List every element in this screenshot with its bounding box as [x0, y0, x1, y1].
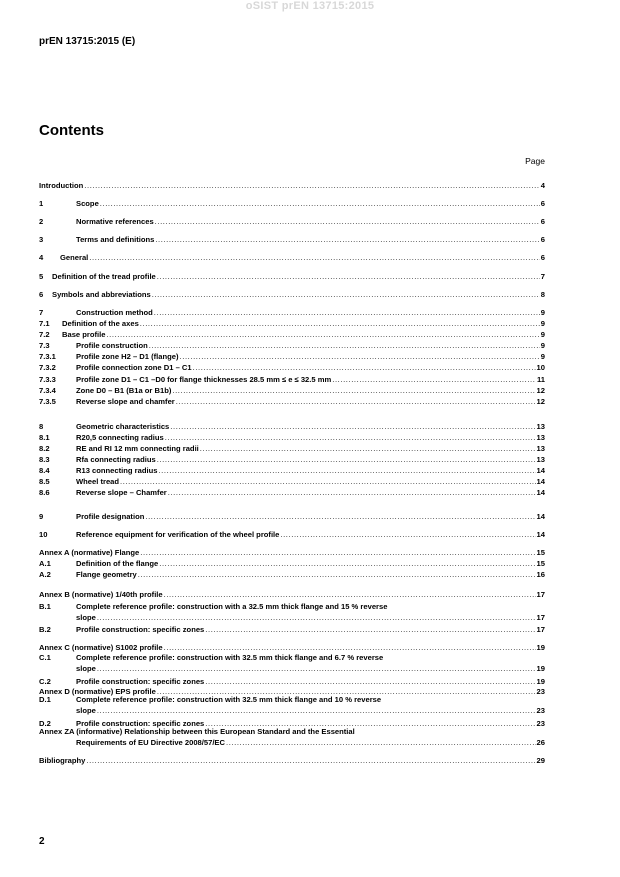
- toc-leader-dots: [97, 706, 536, 716]
- toc-entry-page: 9: [540, 308, 545, 317]
- toc-entry-page: 23: [536, 687, 545, 696]
- toc-entry-label: Base profile: [62, 330, 106, 339]
- page-number: 2: [39, 836, 45, 847]
- toc-entry[interactable]: [39, 512, 545, 522]
- toc-leader-dots: [154, 308, 540, 318]
- toc-entry-page: 16: [536, 570, 545, 579]
- toc-entry-label: R13 connecting radius: [76, 466, 158, 475]
- toc-entry-label: Terms and definitions: [76, 235, 155, 244]
- toc-entry-label-line1: Complete reference profile: construction with 32.5 mm thick flange and 10 % reverse: [76, 695, 382, 704]
- toc-entry[interactable]: [76, 613, 545, 623]
- toc-entry[interactable]: [76, 706, 545, 716]
- toc-leader-dots: [100, 199, 540, 209]
- toc-entry-label: Annex D (normative) EPS profile: [39, 687, 156, 696]
- toc-entry-page: 14: [536, 466, 545, 475]
- toc-leader-dots: [172, 386, 535, 396]
- toc-leader-dots: [205, 677, 535, 687]
- toc-entry-number: 9: [39, 512, 44, 521]
- toc-entry-number: 4: [39, 253, 44, 262]
- toc-leader-dots: [226, 738, 536, 748]
- toc-entry-number: 8.5: [39, 477, 50, 486]
- toc-entry[interactable]: [39, 199, 545, 209]
- toc-entry-label: Introduction: [39, 181, 84, 190]
- toc-entry-page: 9: [540, 330, 545, 339]
- toc-entry-number: 7.1: [39, 319, 50, 328]
- toc-leader-dots: [205, 625, 535, 635]
- toc-entry-number: 8.4: [39, 466, 50, 475]
- toc-entry-number: 5: [39, 272, 44, 281]
- toc-entry-page: 12: [536, 386, 545, 395]
- toc-leader-dots: [97, 613, 536, 623]
- toc-entry-page: 6: [540, 253, 545, 262]
- toc-leader-dots: [200, 444, 536, 454]
- toc-entry-label: Normative references: [76, 217, 154, 226]
- toc-leader-dots: [164, 590, 536, 600]
- toc-entry[interactable]: [39, 548, 545, 558]
- toc-entry-number: A.2: [39, 570, 51, 579]
- toc-entry[interactable]: [39, 477, 545, 487]
- toc-entry-number: 1: [39, 199, 44, 208]
- toc-entry[interactable]: [39, 590, 545, 600]
- toc-entry[interactable]: [39, 341, 545, 351]
- toc-entry-page: 12: [536, 397, 545, 406]
- toc-entry-label: Definition of the tread profile: [52, 272, 156, 281]
- toc-entry-page: 17: [536, 625, 545, 634]
- toc-entry-number: A.1: [39, 559, 51, 568]
- toc-entry-number: C.1: [39, 653, 51, 662]
- toc-leader-dots: [84, 181, 539, 191]
- toc-entry-number: 10: [39, 530, 48, 539]
- toc-leader-dots: [152, 290, 540, 300]
- toc-entry-number: 7.3.5: [39, 397, 56, 406]
- toc-entry-label: Profile construction: [76, 341, 148, 350]
- toc-leader-dots: [332, 375, 536, 385]
- toc-entry-number: D.2: [39, 719, 51, 728]
- toc-entry[interactable]: [76, 738, 545, 748]
- toc-leader-dots: [180, 352, 540, 362]
- toc-entry[interactable]: [39, 444, 545, 454]
- toc-entry-number: 7.3.4: [39, 386, 56, 395]
- toc-entry-page: 11: [536, 375, 545, 384]
- toc-leader-dots: [149, 341, 540, 351]
- toc-leader-dots: [86, 756, 535, 766]
- toc-entry[interactable]: [39, 319, 545, 329]
- toc-entry[interactable]: [39, 677, 545, 687]
- toc-entry-number: 7.2: [39, 330, 50, 339]
- toc-entry-page: 17: [536, 590, 545, 599]
- toc-leader-dots: [280, 530, 535, 540]
- toc-entry[interactable]: [39, 375, 545, 385]
- toc-entry-label: General: [60, 253, 89, 262]
- toc-entry-label: Profile construction: specific zones: [76, 625, 205, 634]
- toc-leader-dots: [106, 330, 539, 340]
- toc-entry-label: Symbols and abbreviations: [52, 290, 151, 299]
- toc-entry-label-line1: Complete reference profile: construction with a 32.5 mm thick flange and 15 % reverse: [76, 602, 388, 611]
- toc-entry[interactable]: [39, 330, 545, 340]
- document-header: prEN 13715:2015 (E): [39, 36, 136, 47]
- toc-leader-dots: [155, 235, 539, 245]
- toc-leader-dots: [170, 422, 535, 432]
- toc-entry-number: 3: [39, 235, 44, 244]
- toc-entry[interactable]: [39, 756, 545, 766]
- toc-entry[interactable]: [39, 397, 545, 407]
- toc-entry-label: Zone D0 – B1 (B1a or B1b): [76, 386, 172, 395]
- toc-entry-label-line2: slope: [76, 706, 96, 715]
- toc-entry-page: 15: [536, 559, 545, 568]
- toc-entry-page: 13: [536, 422, 545, 431]
- toc-entry-page: 14: [536, 477, 545, 486]
- toc-entry-label-line2: slope: [76, 664, 96, 673]
- toc-entry-label: Definition of the axes: [62, 319, 139, 328]
- toc-leader-dots: [140, 319, 540, 329]
- toc-leader-dots: [120, 477, 536, 487]
- toc-entry-label: Profile construction: specific zones: [76, 719, 205, 728]
- toc-entry[interactable]: [76, 664, 545, 674]
- toc-entry[interactable]: [39, 530, 545, 540]
- toc-entry[interactable]: [39, 290, 545, 300]
- toc-entry-page: 23: [536, 706, 545, 715]
- toc-leader-dots: [164, 643, 536, 653]
- page-title: Contents: [39, 122, 104, 139]
- toc-entry[interactable]: [39, 308, 545, 318]
- toc-entry-page: 10: [536, 363, 545, 372]
- toc-entry-number: 7: [39, 308, 44, 317]
- toc-leader-dots: [159, 559, 535, 569]
- toc-entry-number: 8.1: [39, 433, 50, 442]
- toc-entry[interactable]: [39, 272, 545, 282]
- toc-leader-dots: [140, 548, 535, 558]
- toc-leader-dots: [97, 664, 536, 674]
- toc-entry-page: 8: [540, 290, 545, 299]
- toc-entry[interactable]: [39, 181, 545, 191]
- toc-entry-page: 26: [536, 738, 545, 747]
- toc-entry-label-line2: slope: [76, 613, 96, 622]
- toc-entry-number: 8: [39, 422, 44, 431]
- toc-entry-number: 8.2: [39, 444, 50, 453]
- toc-entry-label: Profile connection zone D1 – C1: [76, 363, 192, 372]
- toc-entry[interactable]: [39, 455, 545, 465]
- toc-entry-number: 7.3.1: [39, 352, 56, 361]
- toc-entry[interactable]: [39, 488, 545, 498]
- toc-entry-number: B.2: [39, 625, 51, 634]
- toc-entry-page: 6: [540, 199, 545, 208]
- toc-leader-dots: [165, 433, 536, 443]
- toc-entry[interactable]: [39, 386, 545, 396]
- toc-entry-label: Profile zone D1 – C1 –D0 for flange thicknesses 28.5 mm ≤ e ≤ 32.5 mm: [76, 375, 332, 384]
- toc-entry[interactable]: [39, 253, 545, 263]
- toc-leader-dots: [145, 512, 535, 522]
- toc-entry-page: 19: [536, 664, 545, 673]
- toc-entry-page: 4: [540, 181, 545, 190]
- toc-entry-page: 13: [536, 455, 545, 464]
- toc-entry-label: Rfa connecting radius: [76, 455, 156, 464]
- toc-entry-number: 8.3: [39, 455, 50, 464]
- toc-entry-label: RE and RI 12 mm connecting radii: [76, 444, 199, 453]
- toc-entry-label-line2: Requirements of EU Directive 2008/57/EC: [76, 738, 225, 747]
- toc-entry-page: 15: [536, 548, 545, 557]
- toc-entry-page: 14: [536, 530, 545, 539]
- toc-entry-page: 17: [536, 613, 545, 622]
- toc-entry-number: 2: [39, 217, 44, 226]
- toc-entry-number: 7.3.2: [39, 363, 56, 372]
- toc-entry-page: 7: [540, 272, 545, 281]
- toc-entry[interactable]: [39, 570, 545, 580]
- toc-entry-label-line1: Complete reference profile: construction with 32.5 mm thick flange and 6.7 % reverse: [76, 653, 384, 662]
- toc-entry[interactable]: [39, 422, 545, 432]
- toc-leader-dots: [176, 397, 536, 407]
- toc-entry-label: Wheel tread: [76, 477, 120, 486]
- toc-entry[interactable]: [39, 643, 545, 653]
- toc-entry-label: Construction method: [76, 308, 153, 317]
- toc-entry-number: 7.3: [39, 341, 50, 350]
- toc-entry-number: 6: [39, 290, 44, 299]
- toc-entry[interactable]: [39, 363, 545, 373]
- toc-entry-number: B.1: [39, 602, 51, 611]
- toc-entry-page: 9: [540, 352, 545, 361]
- toc-entry[interactable]: [39, 433, 545, 443]
- toc-entry-page: 6: [540, 235, 545, 244]
- toc-entry-page: 9: [540, 319, 545, 328]
- toc-entry-label: Annex B (normative) 1/40th profile: [39, 590, 163, 599]
- toc-entry[interactable]: [39, 352, 545, 362]
- toc-leader-dots: [155, 217, 540, 227]
- watermark: oSIST prEN 13715:2015: [245, 0, 375, 12]
- toc-entry[interactable]: [39, 625, 545, 635]
- toc-entry-page: 19: [536, 677, 545, 686]
- toc-entry-number: 8.6: [39, 488, 50, 497]
- toc-entry-label: Reverse slope – Chamfer: [76, 488, 167, 497]
- toc-entry[interactable]: [39, 235, 545, 245]
- toc-entry-label: Profile zone H2 – D1 (flange): [76, 352, 179, 361]
- toc-entry-label: Reverse slope and chamfer: [76, 397, 175, 406]
- toc-entry-label: Flange geometry: [76, 570, 137, 579]
- toc-entry-label: Profile designation: [76, 512, 145, 521]
- toc-entry-page: 13: [536, 444, 545, 453]
- toc-entry-number: C.2: [39, 677, 51, 686]
- toc-entry-page: 13: [536, 433, 545, 442]
- toc-entry[interactable]: [39, 217, 545, 227]
- toc-entry-label: Scope: [76, 199, 99, 208]
- toc-entry-page: 6: [540, 217, 545, 226]
- toc-entry-number: 7.3.3: [39, 375, 56, 384]
- toc-entry-label: Bibliography: [39, 756, 86, 765]
- toc-leader-dots: [157, 455, 536, 465]
- toc-leader-dots: [138, 570, 536, 580]
- toc-leader-dots: [158, 466, 535, 476]
- toc-entry-label-line1: Annex ZA (informative) Relationship between this European Standard and the Essential: [39, 727, 355, 736]
- toc-entry-page: 14: [536, 512, 545, 521]
- toc-entry-page: 23: [536, 719, 545, 728]
- toc-entry-number: D.1: [39, 695, 51, 704]
- toc-entry-label: Annex C (normative) S1002 profile: [39, 643, 163, 652]
- toc-leader-dots: [168, 488, 536, 498]
- page-column-label: Page: [525, 156, 545, 166]
- toc-entry-label: Annex A (normative) Flange: [39, 548, 140, 557]
- toc-entry-label: Definition of the flange: [76, 559, 159, 568]
- toc-entry[interactable]: [39, 559, 545, 569]
- toc-entry-page: 19: [536, 643, 545, 652]
- toc-entry-page: 29: [536, 756, 545, 765]
- toc-entry-label: R20,5 connecting radius: [76, 433, 164, 442]
- toc-entry-label: Reference equipment for verification of the wheel profile: [76, 530, 280, 539]
- toc-entry[interactable]: [39, 466, 545, 476]
- toc-leader-dots: [193, 363, 536, 373]
- toc-leader-dots: [157, 272, 540, 282]
- toc-leader-dots: [89, 253, 539, 263]
- toc-entry-label: Geometric characteristics: [76, 422, 170, 431]
- toc-entry-page: 9: [540, 341, 545, 350]
- toc-entry-page: 14: [536, 488, 545, 497]
- toc-entry-label: Profile construction: specific zones: [76, 677, 205, 686]
